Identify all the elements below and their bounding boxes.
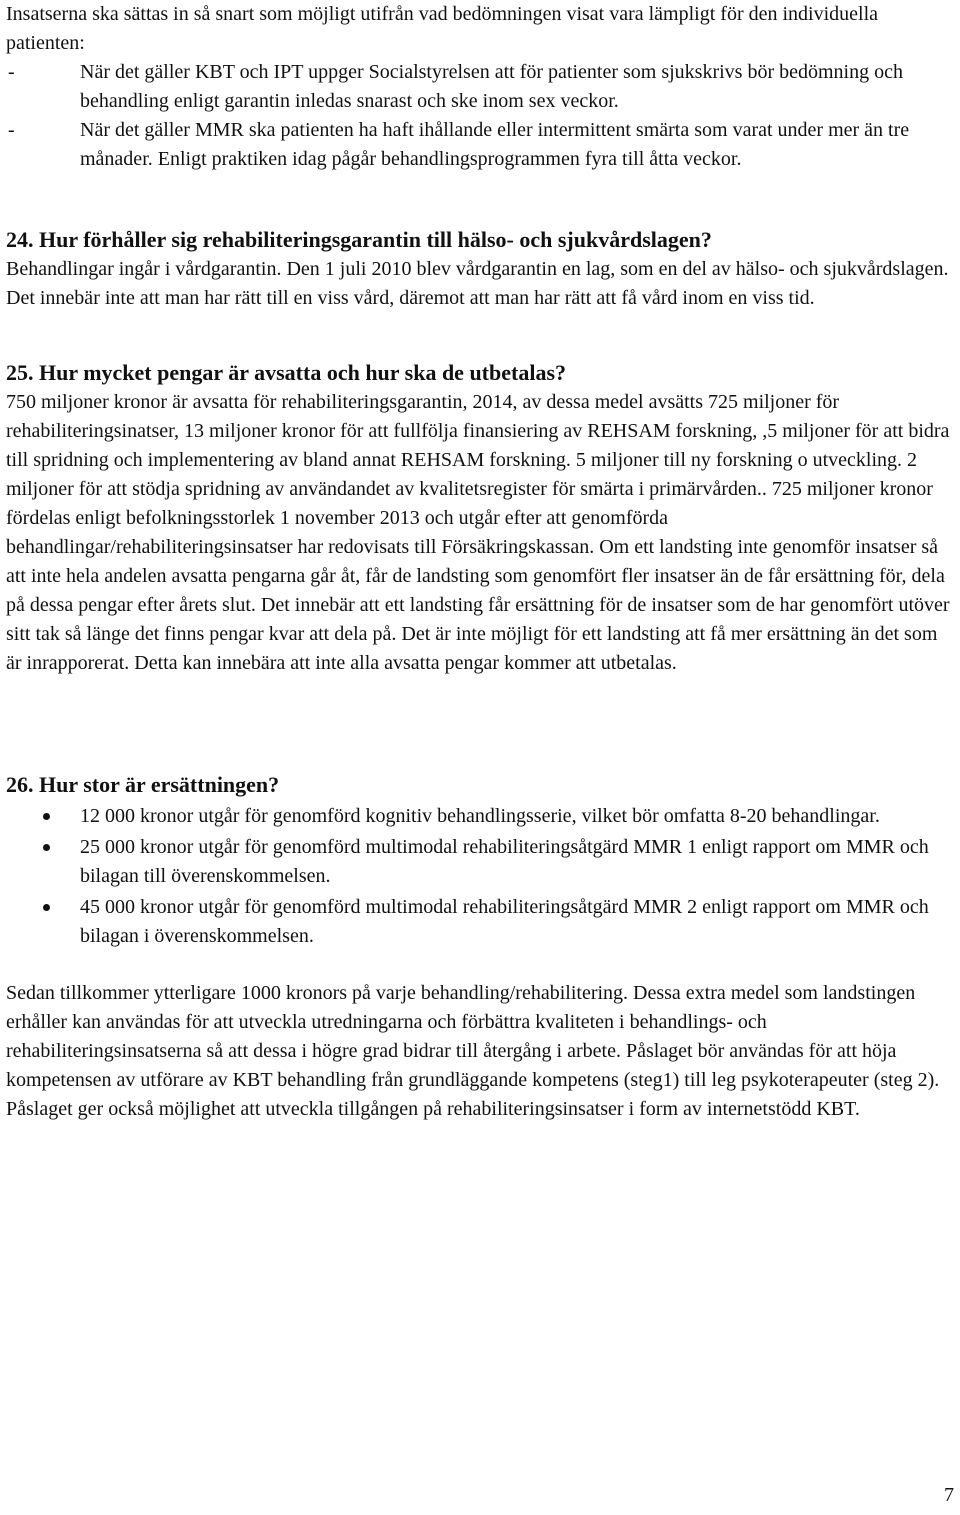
list-item-text: När det gäller KBT och IPT uppger Socialstyrelsen att för patienter som sjukskrivs bör bedömning och behandling enligt garantin inledas snarast och ske inom sex veckor. — [80, 61, 903, 112]
dash-marker: - — [8, 119, 15, 141]
list-item — [6, 116, 956, 174]
section-26-bullet-list — [6, 802, 956, 951]
section-26-closing-paragraph: Sedan tillkommer ytterligare 1000 kronors på varje behandling/rehabilitering. Dessa extra medel som landstingen erhåller kan användas för att utveckla utredningarna och förbättra kvaliteten i behandlings- och rehabiliteringsinsatserna så att dessa i högre grad bidrar till återgång i arbete. Påslaget bör användas för att höja kompetensen av utförare av KBT behandling från grundläggande kompetens (steg1) till leg psykoterapeuter (steg 2). Påslaget ger också möjlighet att utveckla tillgången på rehabiliteringsinsatser i form av internetstödd KBT. — [6, 982, 940, 1120]
intro-dash-list — [6, 58, 956, 174]
list-item — [6, 802, 956, 831]
list-item-text: 25 000 kronor utgår för genomförd multimodal rehabiliteringsåtgärd MMR 1 enligt rapport om MMR och bilagan till överenskommelsen. — [80, 836, 929, 887]
section-26-heading: 26. Hur stor är ersättningen? — [6, 772, 280, 797]
section-24-body: Behandlingar ingår i vårdgarantin. Den 1 juli 2010 blev vårdgarantin en lag, som en del av hälso- och sjukvårdslagen. Det innebär inte att man har rätt till en viss vård, däremot att man har rätt att få vård inom en viss tid. — [6, 258, 949, 309]
list-item — [6, 893, 956, 951]
intro-paragraph: Insatserna ska sättas in så snart som möjligt utifrån vad bedömningen visat vara lämpligt för den individuella patienten: — [6, 3, 879, 54]
page-number: 7 — [944, 1484, 954, 1506]
list-item-text: När det gäller MMR ska patienten ha haft ihållande eller intermittent smärta som varat under mer än tre månader. Enligt praktiken idag pågår behandlingsprogrammen fyra till åtta veckor. — [80, 119, 910, 170]
section-24-heading: 24. Hur förhåller sig rehabiliteringsgarantin till hälso- och sjukvårdslagen? — [6, 227, 712, 252]
section-25-body: 750 miljoner kronor är avsatta för rehabiliteringsgarantin, 2014, av dessa medel avsätts 725 miljoner för rehabiliteringsinatser, 13 miljoner kronor för att fullfölja finansiering av REHSAM forskning, ,5 miljoner för att bidra till spridning och implementering av bland annat REHSAM forskning. 5 miljoner till ny forskning o utveckling. 2 miljoner för att stödja spridning av användandet av kvalitetsregister för smärta i primärvården.. 725 miljoner kronor fördelas enligt befolkningsstorlek 1 november 2013 och utgår efter att genomförda behandlingar/rehabiliteringsinsatser har redovisats till Försäkringskassan. Om ett landsting inte genomför insatser så att inte hela andelen avsatta pengarna går åt, får de landsting som genomfört fler insatser än de får ersättning för, dela på dessa pengar efter årets slut. Det innebär att ett landsting får ersättning för de insatser som de har genomfört utöver sitt tak så länge det finns pengar kvar att dela på. Det är inte möjligt för ett landsting att få mer ersättning än det som är inrapporerat. Detta kan innebära att inte alla avsatta pengar kommer att utbetalas. — [6, 391, 950, 674]
list-item-text: 12 000 kronor utgår för genomförd kognitiv behandlingsserie, vilket bör omfatta 8-20 behandlingar. — [80, 805, 880, 827]
document-page — [6, 0, 956, 1124]
section-25-heading: 25. Hur mycket pengar är avsatta och hur ska de utbetalas? — [6, 360, 567, 385]
bullet-icon — [43, 904, 50, 911]
list-item — [6, 833, 956, 891]
dash-marker: - — [8, 61, 15, 83]
list-item — [6, 58, 956, 116]
bullet-icon — [43, 813, 50, 820]
bullet-icon — [43, 844, 50, 851]
list-item-text: 45 000 kronor utgår för genomförd multimodal rehabiliteringsåtgärd MMR 2 enligt rapport om MMR och bilagan i överenskommelsen. — [80, 896, 929, 947]
